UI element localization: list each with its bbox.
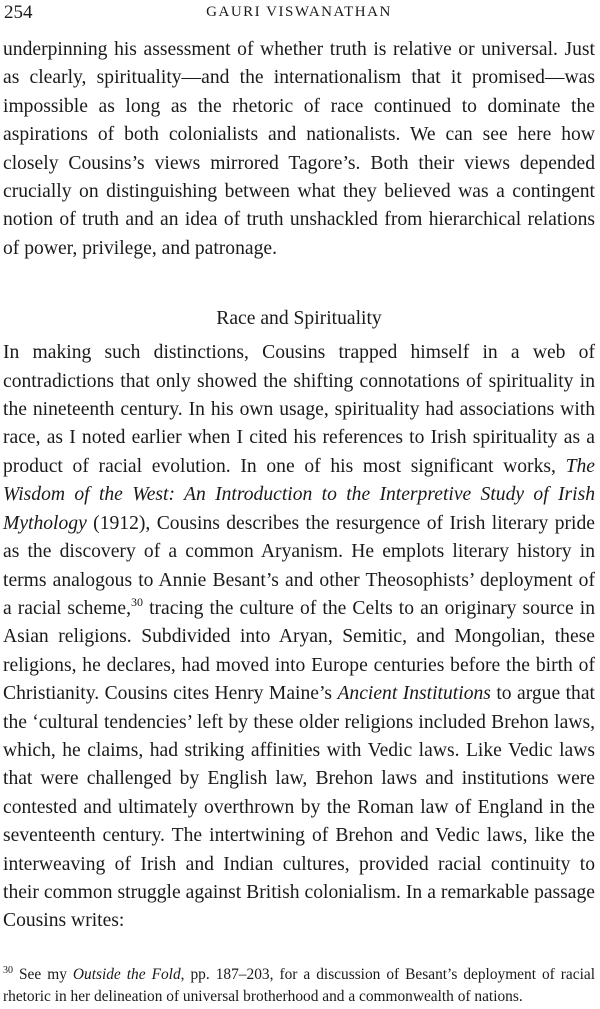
paragraph-2-text-1: In making such distinctions, Cousins trapped himself in a web of contradictions that only showed the shifting connotations of spirituality in the nineteenth century. In his own usage, spirituality had associations with race, as I noted earlier when I cited his references to Irish spirituality as a product of racial evolution. In one of his most significant works, — [3, 342, 595, 477]
footnote-number: 30 — [3, 964, 13, 976]
page-number: 254 — [4, 2, 33, 23]
section-heading: Race and Spirituality — [216, 308, 382, 330]
book-title-wisdom-of-the-west: The Wisdom of the West: An Introduction to the Interpretive Study of Irish Mythology — [3, 455, 595, 534]
footnote-reference[interactable]: 30 — [131, 594, 143, 609]
paragraph-2-text-2: (1912), Cousins describes the resurgence of Irish literary pride as the discovery of a common Aryanism. He emplots literary history in terms analogous to Annie Besant’s and other Theosophists’ deployment of a racial scheme, — [3, 512, 595, 619]
paragraph-2-text-4: to argue that the ‘cultural tendencies’ left by these older religions included Brehon laws, which, he claims, had striking affinities with Vedic laws. Like Vedic laws that were challenged by English law, Brehon laws and institutions were contested and ultimately overthrown by the Roman law of England in the seventeenth century. The intertwining of Brehon and Vedic laws, like the interweaving of Irish and Indian cultures, provided racial continuity to their common struggle against British colonialism. In a remarkable passage Cousins writes: — [3, 683, 595, 932]
book-title-ancient-institutions: Ancient Institutions — [337, 683, 491, 705]
paragraph-2 — [3, 339, 595, 936]
page-header — [3, 0, 595, 30]
footnote-text-2: , pp. 187–203, for a discussion of Besant’s deployment of racial rhetoric in her delineation of universal brotherhood and a commonwealth of nations. — [3, 965, 595, 1006]
footnote-text-1: See my — [13, 965, 73, 983]
paragraph-1: underpinning his assessment of whether truth is relative or universal. Just as clearly, spirituality—and the internationalism that it promised—was impossible as long as the rhetoric of race continued to dominate the aspirations of both colonialists and nationalists. We can see here how closely Cousins’s views mirrored Tagore’s. Both their views depended crucially on distinguishing between what they believed was a contingent notion of truth and an idea of truth unshackled from hierarchical relations of power, privilege, and patronage. — [3, 39, 595, 259]
paragraph-2-text-3: tracing the culture of the Celts to an originary source in Asian religions. Subdivided into Aryan, Semitic, and Mongolian, these religions, he declares, had moved into Europe centuries before the birth of Christianity. Cousins cites Henry Maine’s — [3, 597, 595, 705]
footnote — [3, 960, 595, 1009]
running-head: GAURI VISWANATHAN — [206, 4, 392, 20]
book-title-outside-the-fold: Outside the Fold — [72, 965, 181, 983]
book-page — [3, 0, 595, 1009]
